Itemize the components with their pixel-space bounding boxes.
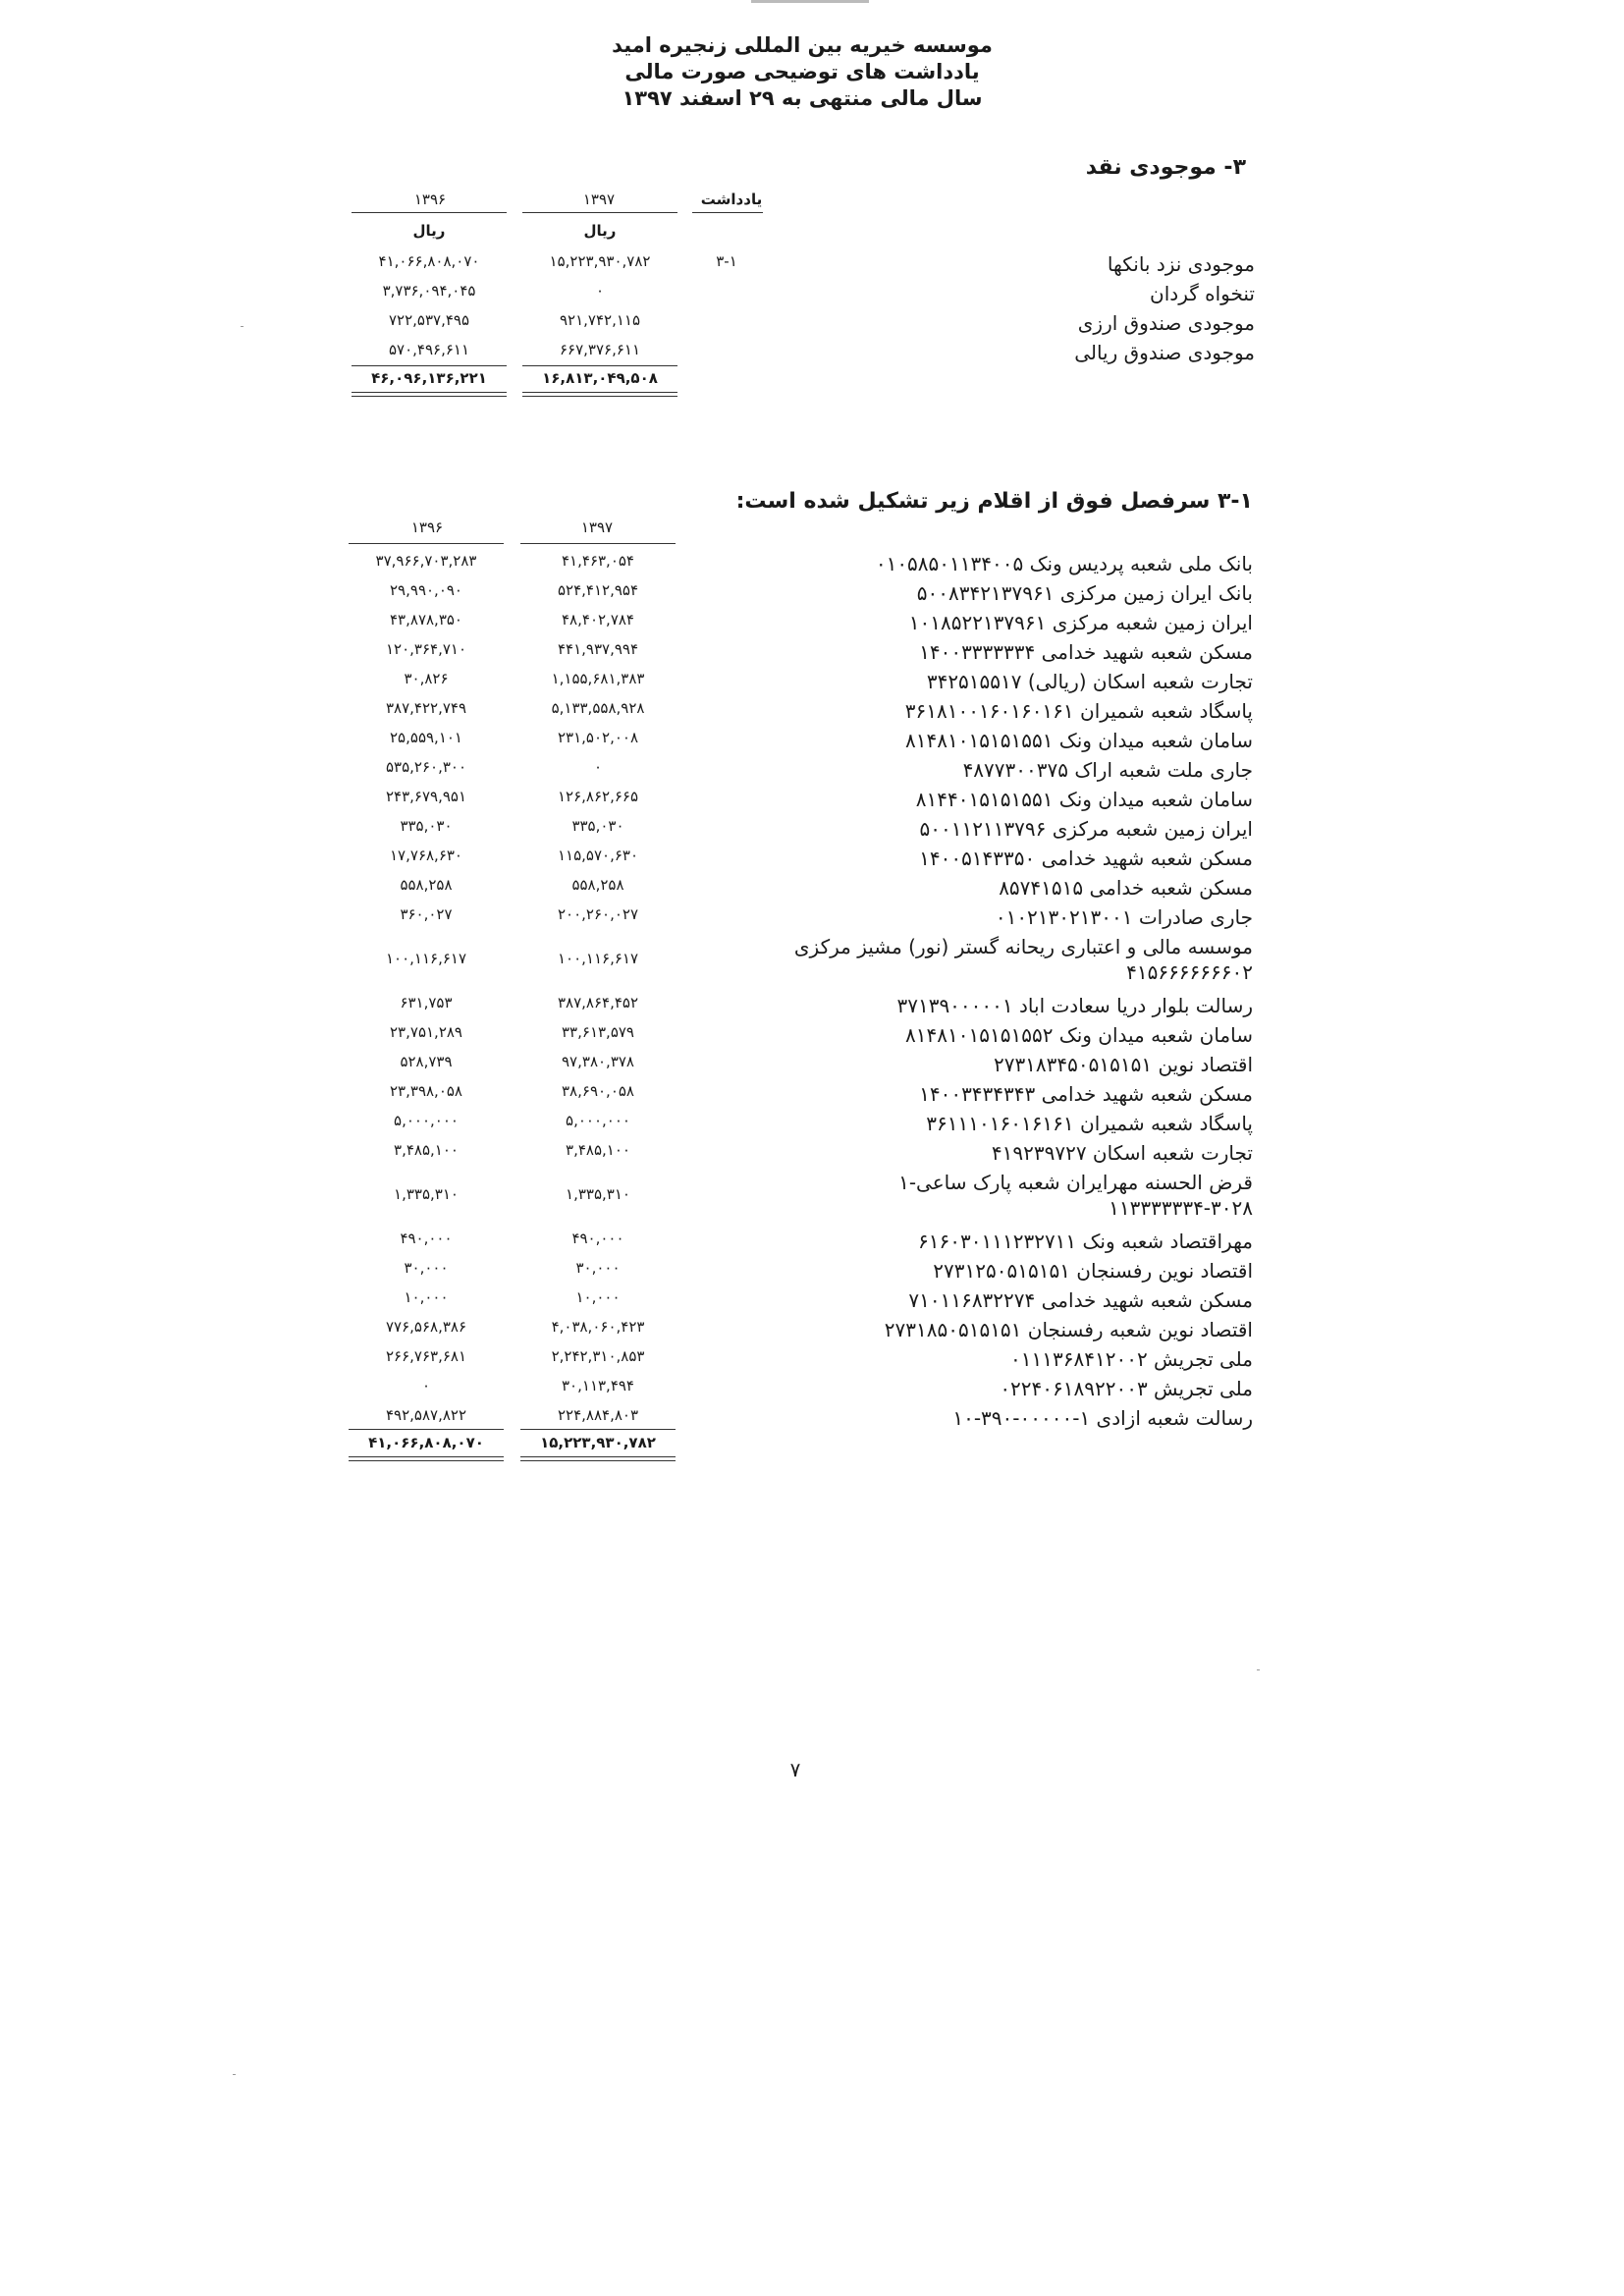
cash-row-value-1396: ۳,۷۳۶,۰۹۴,۰۴۵ bbox=[382, 282, 476, 300]
col-1396-header: ۱۳۹۶ bbox=[410, 519, 444, 536]
bank-row-value-1396: ۴۳,۸۷۸,۳۵۰ bbox=[390, 611, 462, 629]
section-3-1-title: ۳-۱ سرفصل فوق از اقلام زیر تشکیل شده است: bbox=[735, 489, 1253, 514]
col-1397-header: ۱۳۹۷ bbox=[580, 519, 614, 536]
bank-row-value-1397: ۱,۳۳۵,۳۱۰ bbox=[566, 1185, 630, 1203]
bank-row-label: تجارت شعبه اسکان ۴۱۹۲۳۹۷۲۷ bbox=[991, 1141, 1253, 1165]
bank-row-value-1397: ۱۲۶,۸۶۲,۶۶۵ bbox=[557, 788, 639, 805]
cash-total-1396: ۴۶,۰۹۶,۱۳۶,۲۲۱ bbox=[371, 369, 487, 387]
bank-row-value-1396: ۴۹۰,۰۰۰ bbox=[400, 1230, 453, 1247]
scan-edge-mark bbox=[751, 0, 869, 3]
bank-row-value-1397: ۴,۰۳۸,۰۶۰,۴۲۳ bbox=[551, 1318, 645, 1336]
fiscal-period: سال مالی منتهی به ۲۹ اسفند ۱۳۹۷ bbox=[622, 86, 983, 110]
bank-row-value-1397: ۰ bbox=[593, 758, 603, 776]
bank-row-value-1396: ۵۲۸,۷۳۹ bbox=[400, 1053, 453, 1070]
bank-row-value-1396: ۲۵,۵۵۹,۱۰۱ bbox=[390, 729, 462, 746]
bank-row-label: ایران زمین شعبه مرکزی ۵۰۰۱۱۲۱۱۳۷۹۶ bbox=[919, 817, 1253, 841]
bank-row-label: بانک ایران زمین مرکزی ۵۰۰۸۳۴۲۱۳۷۹۶۱ bbox=[916, 581, 1253, 605]
bank-row-value-1396: ۵۳۵,۲۶۰,۳۰۰ bbox=[385, 758, 467, 776]
bank-row-value-1397: ۵,۰۰۰,۰۰۰ bbox=[566, 1112, 630, 1129]
bank-row-value-1396: ۲۴۳,۶۷۹,۹۵۱ bbox=[385, 788, 467, 805]
cash-row-label: موجودی نزد بانکها bbox=[1107, 252, 1255, 276]
bank-row-label: موسسه مالی و اعتباری ریحانه گستر (نور) مشیز مرکزی bbox=[793, 935, 1253, 958]
bank-row-label: مسکن شعبه شهید خدامی ۱۴۰۰۳۴۳۴۳۴۳ bbox=[919, 1082, 1253, 1106]
section-3-title: ۳- موجودی نقد bbox=[1085, 155, 1246, 180]
bank-row-value-1397: ۵۵۸,۲۵۸ bbox=[571, 876, 624, 894]
bank-row-value-1397: ۱۱۵,۵۷۰,۶۳۰ bbox=[557, 847, 639, 864]
bank-row-label: مسکن شعبه خدامی ۸۵۷۴۱۵۱۵ bbox=[999, 876, 1253, 900]
cash-row-note: ۳-۱ bbox=[716, 252, 737, 270]
bank-row-value-1397: ۴۹۰,۰۰۰ bbox=[571, 1230, 624, 1247]
bank-row-value-1397: ۳۰,۱۱۳,۴۹۴ bbox=[562, 1377, 634, 1394]
bank-row-value-1397: ۹۷,۳۸۰,۳۷۸ bbox=[562, 1053, 634, 1070]
bank-row-value-1397: ۱۰,۰۰۰ bbox=[575, 1288, 621, 1306]
bank-row-value-1397: ۵,۱۳۳,۵۵۸,۹۲۸ bbox=[551, 699, 645, 717]
cash-row-value-1396: ۴۱,۰۶۶,۸۰۸,۰۷۰ bbox=[378, 252, 480, 270]
cash-row-value-1397: ۱۵,۲۲۳,۹۳۰,۷۸۲ bbox=[549, 252, 651, 270]
bank-row-label: پاسگاد شعبه شمیران ۳۶۱۸۱۰۰۱۶۰۱۶۰۱۶۱ bbox=[904, 699, 1253, 723]
bank-row-label: مسکن شعبه شهید خدامی ۱۴۰۰۵۱۴۳۳۵۰ bbox=[919, 847, 1253, 870]
bank-row-label: ایران زمین شعبه مرکزی ۱۰۱۸۵۲۲۱۳۷۹۶۱ bbox=[908, 611, 1253, 634]
bank-row-value-1396: ۲۳,۳۹۸,۰۵۸ bbox=[390, 1082, 462, 1100]
bank-row-value-1396: ۱۰,۰۰۰ bbox=[404, 1288, 449, 1306]
page-number: ۷ bbox=[789, 1758, 801, 1781]
document-subtitle: یادداشت های توضیحی صورت مالی bbox=[624, 60, 980, 83]
col-1397-header: ۱۳۹۷ bbox=[582, 191, 616, 208]
bank-row-value-1397: ۲,۲۴۲,۳۱۰,۸۵۳ bbox=[551, 1347, 645, 1365]
bank-row-value-1396: ۳۷,۹۶۶,۷۰۳,۲۸۳ bbox=[375, 552, 477, 570]
bank-row-label: مهراقتصاد شعبه ونک ۶۱۶۰۳۰۱۱۱۲۳۲۷۱۱ bbox=[918, 1230, 1253, 1253]
bank-row-value-1396: ۲۶۶,۷۶۳,۶۸۱ bbox=[385, 1347, 467, 1365]
bank-row-value-1397: ۱۰۰,۱۱۶,۶۱۷ bbox=[557, 950, 639, 967]
bank-row-value-1397: ۳۸۷,۸۶۴,۴۵۲ bbox=[557, 994, 639, 1011]
bank-row-value-1397: ۲۲۴,۸۸۴,۸۰۳ bbox=[557, 1406, 639, 1424]
unit-1396: ریال bbox=[412, 222, 446, 240]
bank-row-value-1396: ۳۸۷,۴۲۲,۷۴۹ bbox=[385, 699, 467, 717]
bank-row-label: جاری ملت شعبه اراک ۴۸۷۷۳۰۰۳۷۵ bbox=[962, 758, 1253, 782]
bank-row-value-1396: ۰ bbox=[421, 1377, 431, 1394]
bank-row-value-1396: ۱۷,۷۶۸,۶۳۰ bbox=[390, 847, 462, 864]
bank-row-value-1396: ۲۹,۹۹۰,۰۹۰ bbox=[390, 581, 462, 599]
cash-row-label: موجودی صندوق ارزی bbox=[1077, 311, 1255, 335]
bank-row-label: قرض الحسنه مهرایران شعبه پارک ساعی-۱ bbox=[898, 1171, 1253, 1194]
bank-row-value-1396: ۳,۴۸۵,۱۰۰ bbox=[394, 1141, 459, 1159]
bank-row-value-1396: ۳۳۵,۰۳۰ bbox=[400, 817, 453, 835]
bank-row-value-1397: ۳۰,۰۰۰ bbox=[575, 1259, 621, 1277]
bank-row-label: بانک ملی شعبه پردیس ونک ۰۱۰۵۸۵۰۱۱۳۴۰۰۵ bbox=[875, 552, 1253, 575]
cash-row-value-1397: ۶۶۷,۳۷۶,۶۱۱ bbox=[559, 341, 641, 358]
bank-total-1397: ۱۵,۲۲۳,۹۳۰,۷۸۲ bbox=[540, 1434, 656, 1451]
bank-row-value-1396: ۳۰,۰۰۰ bbox=[404, 1259, 449, 1277]
cash-row-value-1396: ۷۲۲,۵۳۷,۴۹۵ bbox=[388, 311, 470, 329]
bank-row-value-1396: ۵,۰۰۰,۰۰۰ bbox=[394, 1112, 459, 1129]
bank-row-value-1396: ۴۹۲,۵۸۷,۸۲۲ bbox=[385, 1406, 467, 1424]
col-note-header: یادداشت bbox=[700, 191, 763, 208]
bank-row-label: سامان شعبه میدان ونک ۸۱۴۴۰۱۵۱۵۱۵۵۱ bbox=[915, 788, 1253, 811]
bank-row-value-1397: ۳,۴۸۵,۱۰۰ bbox=[566, 1141, 630, 1159]
cash-total-1397: ۱۶,۸۱۳,۰۴۹,۵۰۸ bbox=[542, 369, 658, 387]
cash-row-label: تنخواه گردان bbox=[1150, 282, 1255, 305]
bank-row-value-1397: ۲۰۰,۲۶۰,۰۲۷ bbox=[557, 905, 639, 923]
bank-row-label: تجارت شعبه اسکان (ریالی) ۳۴۲۵۱۵۵۱۷ bbox=[926, 670, 1253, 693]
bank-row-value-1397: ۳۳,۶۱۳,۵۷۹ bbox=[562, 1023, 634, 1041]
bank-row-value-1396: ۳۰,۸۲۶ bbox=[404, 670, 449, 687]
bank-row-value-1396: ۱۰۰,۱۱۶,۶۱۷ bbox=[385, 950, 467, 967]
bank-row-label: مسکن شعبه شهید خدامی ۱۴۰۰۳۳۳۳۳۳۴ bbox=[919, 640, 1253, 664]
bank-row-label: ملی تجریش ۰۲۲۴۰۶۱۸۹۲۲۰۰۳ bbox=[1000, 1377, 1253, 1400]
bank-row-value-1396: ۱۲۰,۳۶۴,۷۱۰ bbox=[385, 640, 467, 658]
bank-row-value-1397: ۳۳۵,۰۳۰ bbox=[571, 817, 624, 835]
bank-row-value-1396: ۶۳۱,۷۵۳ bbox=[400, 994, 453, 1011]
bank-row-value-1397: ۴۱,۴۶۳,۰۵۴ bbox=[562, 552, 634, 570]
bank-row-value-1397: ۱,۱۵۵,۶۸۱,۳۸۳ bbox=[551, 670, 645, 687]
bank-row-label: رسالت بلوار دریا سعادت اباد ۳۷۱۳۹۰۰۰۰۰۱ bbox=[896, 994, 1253, 1017]
bank-row-label-cont: ۴۱۵۶۶۶۶۶۶۶۰۲ bbox=[1126, 960, 1253, 984]
bank-row-label: اقتصاد نوین شعبه رفسنجان ۲۷۳۱۸۵۰۵۱۵۱۵۱ bbox=[884, 1318, 1253, 1341]
bank-row-label: جاری صادرات ۰۱۰۲۱۳۰۲۱۳۰۰۱ bbox=[995, 905, 1253, 929]
cash-row-value-1396: ۵۷۰,۴۹۶,۶۱۱ bbox=[388, 341, 470, 358]
bank-row-value-1397: ۳۸,۶۹۰,۰۵۸ bbox=[562, 1082, 634, 1100]
col-1396-header: ۱۳۹۶ bbox=[413, 191, 447, 208]
bank-row-value-1396: ۳۶۰,۰۲۷ bbox=[400, 905, 453, 923]
bank-row-label: اقتصاد نوین ۲۷۳۱۸۳۴۵۰۵۱۵۱۵۱ bbox=[993, 1053, 1253, 1076]
bank-row-label: سامان شعبه میدان ونک ۸۱۴۸۱۰۱۵۱۵۱۵۵۱ bbox=[905, 729, 1253, 752]
bank-row-label: مسکن شعبه شهید خدامی ۷۱۰۱۱۶۸۳۲۲۷۴ bbox=[908, 1288, 1253, 1312]
bank-row-label: اقتصاد نوین رفسنجان ۲۷۳۱۲۵۰۵۱۵۱۵۱ bbox=[933, 1259, 1253, 1283]
bank-row-value-1396: ۱,۳۳۵,۳۱۰ bbox=[394, 1185, 459, 1203]
bank-row-value-1397: ۴۴۱,۹۳۷,۹۹۴ bbox=[557, 640, 639, 658]
bank-row-value-1396: ۷۷۶,۵۶۸,۳۸۶ bbox=[385, 1318, 467, 1336]
bank-row-label: ملی تجریش ۰۱۱۱۳۶۸۴۱۲۰۰۲ bbox=[1010, 1347, 1253, 1371]
cash-row-value-1397: ۹۲۱,۷۴۲,۱۱۵ bbox=[559, 311, 641, 329]
cash-row-value-1397: ۰ bbox=[595, 282, 605, 300]
bank-row-value-1396: ۵۵۸,۲۵۸ bbox=[400, 876, 453, 894]
bank-row-value-1397: ۴۸,۴۰۲,۷۸۴ bbox=[562, 611, 634, 629]
bank-total-1396: ۴۱,۰۶۶,۸۰۸,۰۷۰ bbox=[368, 1434, 484, 1451]
bank-row-value-1396: ۲۳,۷۵۱,۲۸۹ bbox=[390, 1023, 462, 1041]
bank-row-label: سامان شعبه میدان ونک ۸۱۴۸۱۰۱۵۱۵۱۵۵۲ bbox=[905, 1023, 1253, 1047]
cash-row-label: موجودی صندوق ریالی bbox=[1074, 341, 1255, 364]
unit-1397: ریال bbox=[583, 222, 617, 240]
bank-row-label: پاسگاد شعبه شمیران ۳۶۱۱۱۰۱۶۰۱۶۱۶۱ bbox=[926, 1112, 1253, 1135]
bank-row-value-1397: ۲۳۱,۵۰۲,۰۰۸ bbox=[557, 729, 639, 746]
bank-row-label: رسالت شعبه ازادی ۱-۰۰۰۰۰-۳۹۰-۱۰ bbox=[952, 1406, 1253, 1430]
bank-row-value-1397: ۵۲۴,۴۱۲,۹۵۴ bbox=[557, 581, 639, 599]
organization-name: موسسه خیریه بین المللی زنجیره امید bbox=[612, 33, 993, 57]
bank-row-label-cont: ۱۱۳۳۳۳۳۳۴-۳۰۲۸ bbox=[1109, 1196, 1253, 1220]
